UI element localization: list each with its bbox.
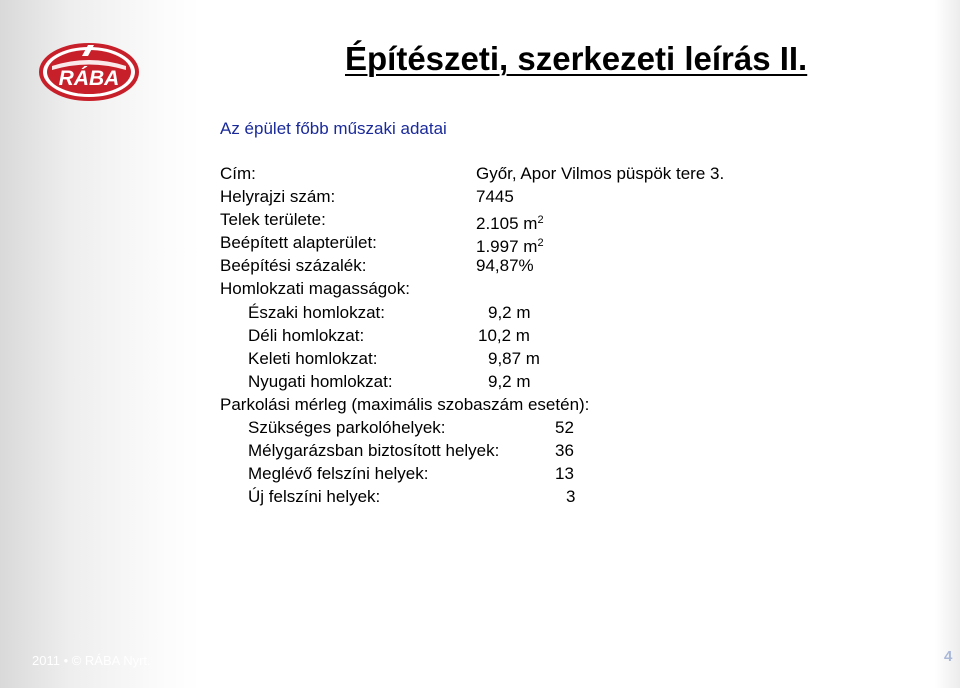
value-telek [476, 210, 544, 234]
value-cim: Győr, Apor Vilmos püspök tere 3. [476, 164, 725, 183]
footer-copyright: 2011 • © RÁBA Nyrt. [32, 653, 151, 668]
value-szazalek: 94,87% [476, 256, 534, 275]
homlokzat-value-deli: 10,2 m [478, 326, 530, 345]
parkolas-value-uj: 3 [566, 487, 576, 506]
homlokzat-label-keleti: Keleti homlokzat: [248, 349, 378, 368]
raba-logo [38, 42, 140, 102]
parkolas-label-szukseges: Szükséges parkolóhelyek: [248, 418, 446, 437]
label-telek: Telek területe: [220, 210, 326, 229]
homlokzat-label-nyugati: Nyugati homlokzat: [248, 372, 393, 391]
parkolas-label-meglevo: Meglévő felszíni helyek: [248, 464, 429, 483]
page-number: 4 [944, 648, 953, 665]
parkolas-value-meglevo: 13 [555, 464, 574, 483]
parkolas-heading: Parkolási mérleg (maximális szobaszám esetén): [220, 395, 590, 414]
value-beepitett-text: 1.997 m [476, 237, 538, 256]
parkolas-value-szukseges: 52 [555, 418, 574, 437]
value-telek-text: 2.105 m [476, 214, 538, 233]
label-helyrajzi: Helyrajzi szám: [220, 187, 336, 206]
value-telek-sup: 2 [537, 214, 544, 226]
section-subtitle: Az épület főbb műszaki adatai [220, 119, 447, 138]
homlokzat-label-deli: Déli homlokzat: [248, 326, 365, 345]
homlokzat-value-eszaki: 9,2 m [488, 303, 531, 322]
label-szazalek: Beépítési százalék: [220, 256, 367, 275]
value-beepitett [476, 233, 544, 257]
parkolas-label-uj: Új felszíni helyek: [248, 487, 381, 506]
left-gradient-band [0, 0, 200, 688]
value-beepitett-sup: 2 [537, 237, 544, 249]
value-helyrajzi: 7445 [476, 187, 514, 206]
label-beepitett: Beépített alapterület: [220, 233, 377, 252]
parkolas-value-melygarazs: 36 [555, 441, 574, 460]
homlokzat-label-eszaki: Északi homlokzat: [248, 303, 385, 322]
homlokzat-value-keleti: 9,87 m [488, 349, 540, 368]
parkolas-label-melygarazs: Mélygarázsban biztosított helyek: [248, 441, 500, 460]
page-title: Építészeti, szerkezeti leírás II. [345, 40, 808, 77]
right-gradient-band [935, 0, 960, 688]
homlokzat-value-nyugati: 9,2 m [488, 372, 531, 391]
logo-text: RÁBA [58, 67, 120, 90]
label-cim: Cím: [220, 164, 256, 183]
homlokzat-heading: Homlokzati magasságok: [220, 279, 410, 298]
